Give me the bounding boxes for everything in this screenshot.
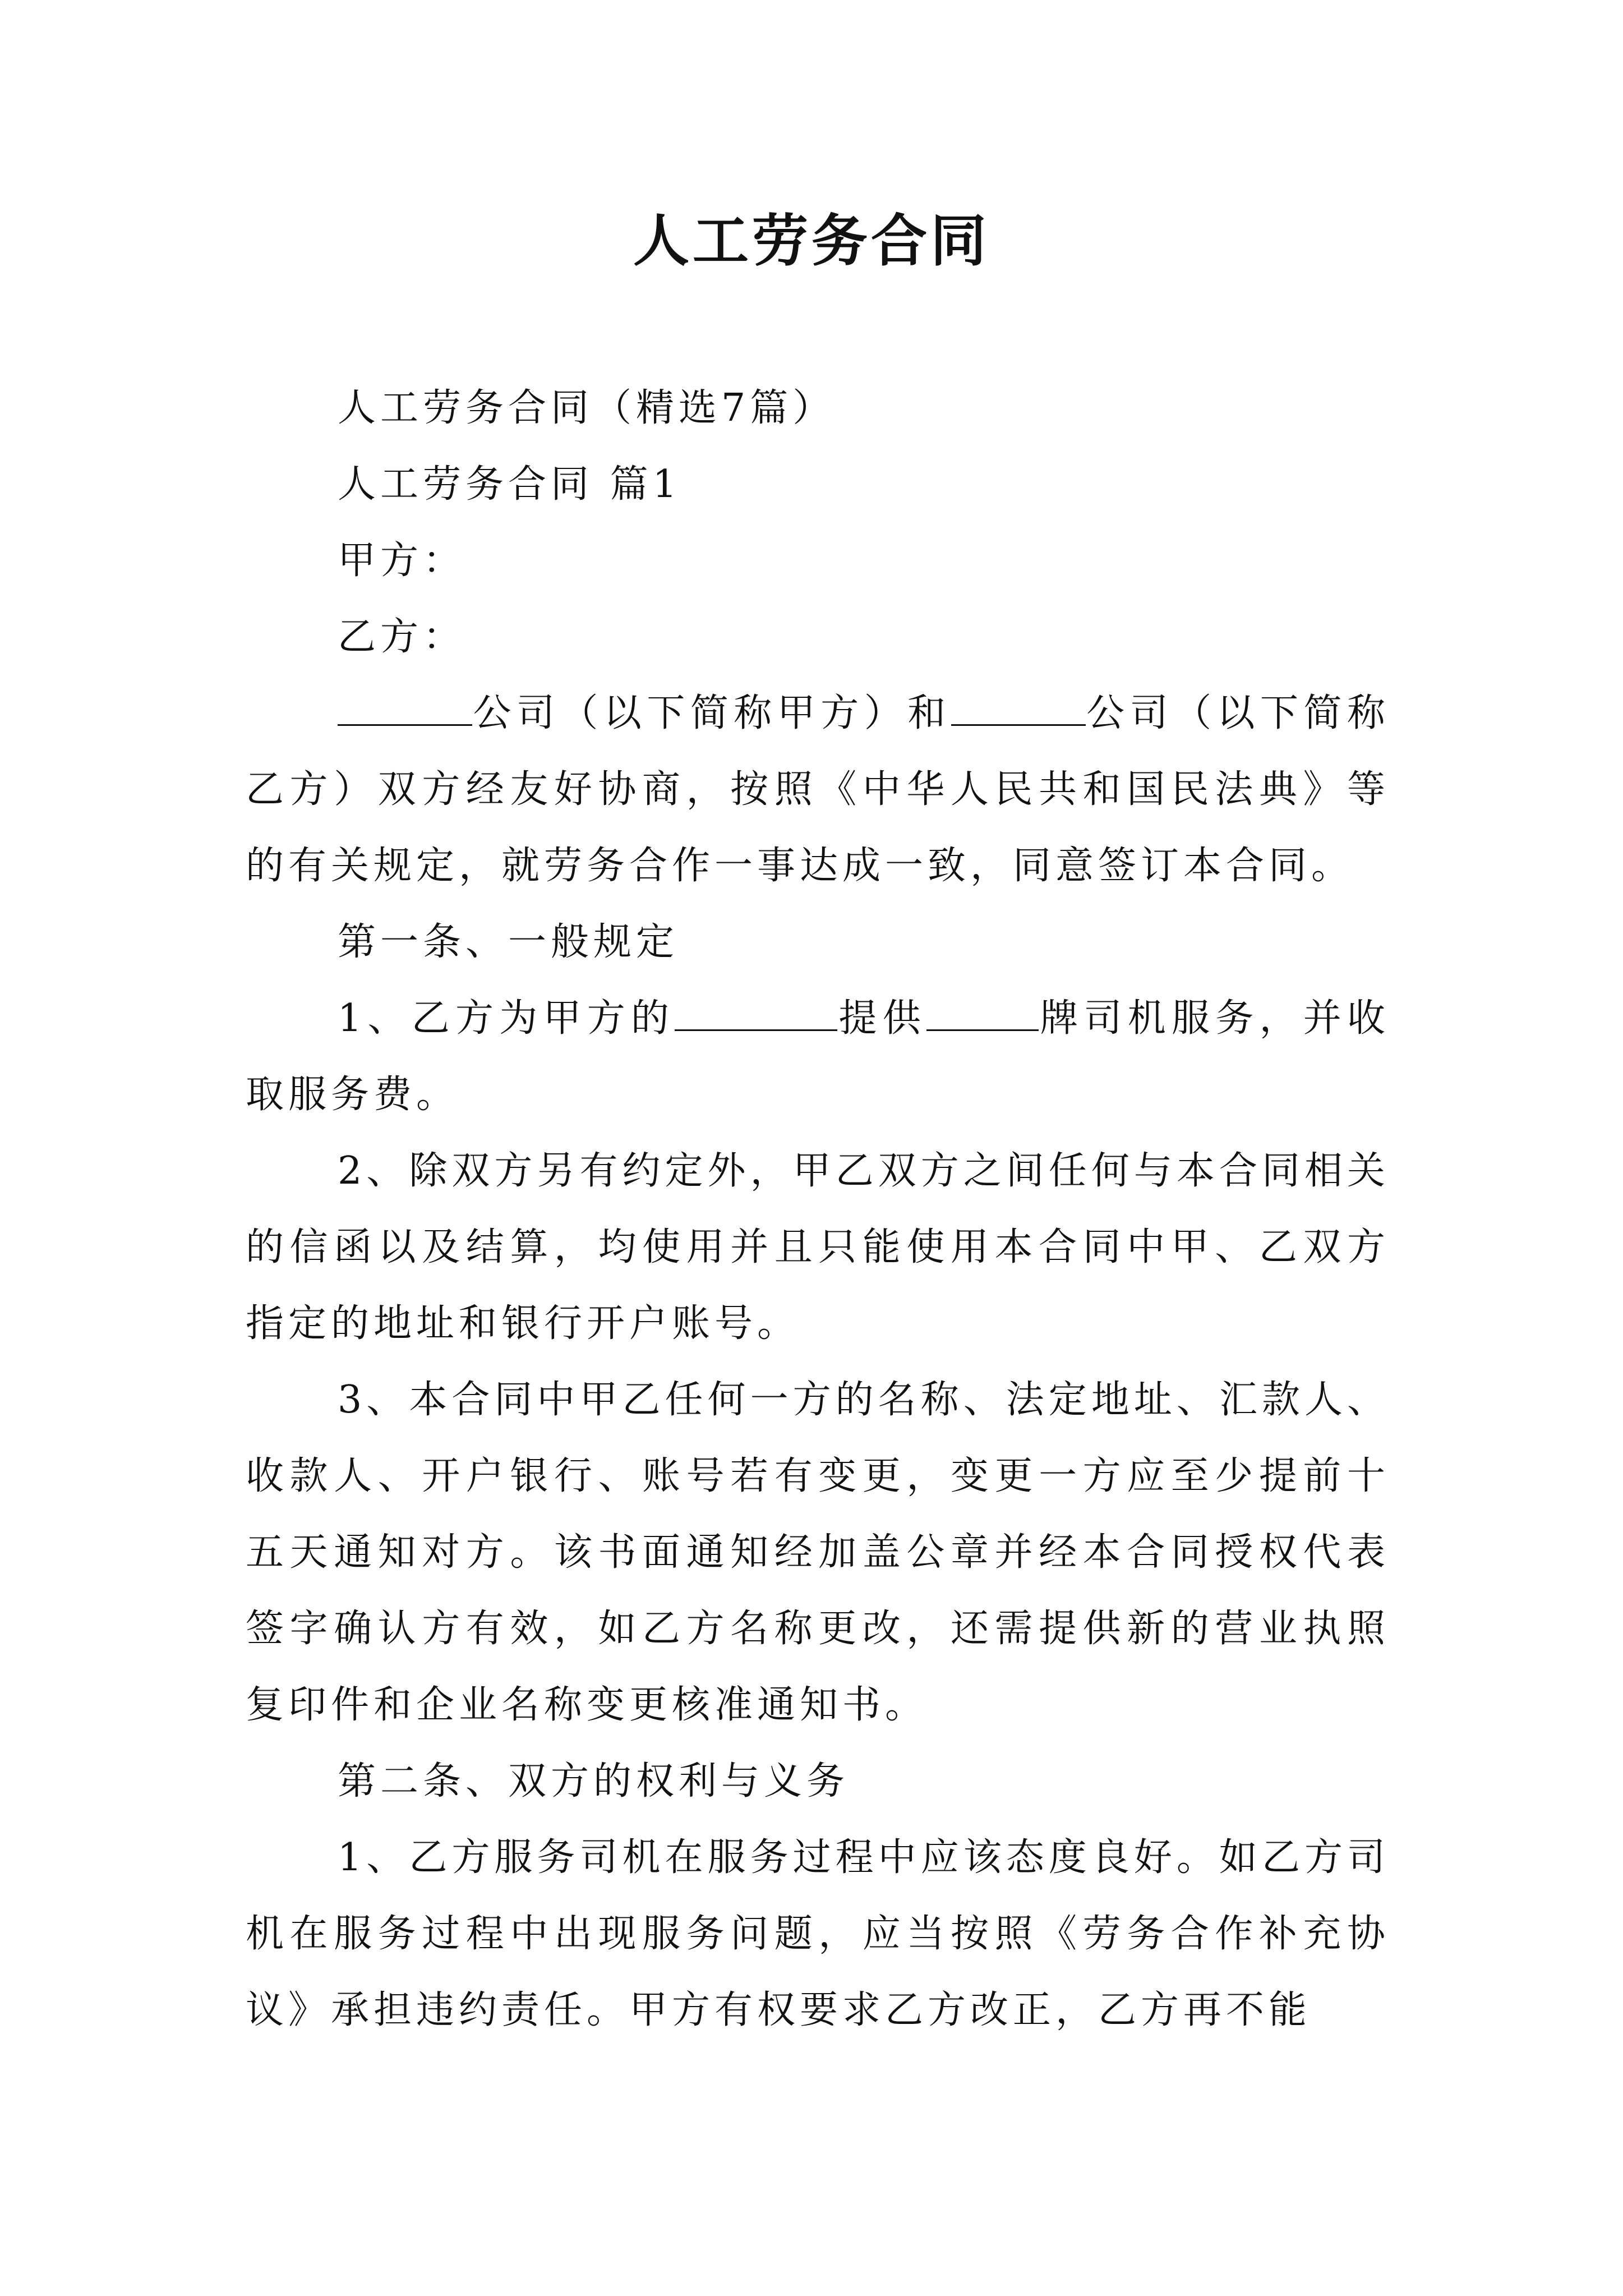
- paragraph-section-heading: 人工劳务合同 篇1: [338, 462, 681, 507]
- document-body: [246, 370, 1390, 2049]
- item-1-part-1: 1、乙方为甲方的: [338, 996, 675, 1041]
- paragraph-article-1-item-3: 3、本合同中甲乙任何一方的名称、法定地址、汇款人、收款人、开户银行、账号若有变更，变更一方应至少提前十五天通知对方。该书面通知经加盖公章并经本合同授权代表签字确认方有效，如乙方名称更改，还需提供新的营业执照复印件和企业名称变更核准通知书。: [246, 1378, 1390, 1727]
- item-1-part-3: 牌司机服务，并收取服务费。: [246, 996, 1390, 1117]
- paragraph-subtitle: 人工劳务合同（精选7篇）: [338, 386, 836, 430]
- paragraph-article-2-item-1: 1、乙方服务司机在服务过程中应该态度良好。如乙方司机在服务过程中出现服务问题，应当按照《劳务合作补充协议》承担违约责任。甲方有权要求乙方改正，乙方再不能: [246, 1835, 1390, 2032]
- item-1-part-2: 提供: [837, 996, 926, 1041]
- document-title: 人工劳务合同: [633, 208, 990, 274]
- blank-line: [675, 996, 837, 1031]
- paragraph-article-1-item-1: [246, 981, 1390, 1133]
- blank-line: [926, 996, 1039, 1031]
- paragraph-article-1-heading: 第一条、一般规定: [338, 920, 679, 964]
- intro-part-2: 公司（以下简称乙方）双方经友好协商，按照《中华人民共和国民法典》等的有关规定，就劳务合作一事达成一致，同意签订本合同。: [246, 691, 1390, 888]
- paragraph-article-2-heading: 第二条、双方的权利与义务: [338, 1759, 850, 1803]
- intro-part-1: 公司（以下简称甲方）和: [472, 691, 951, 735]
- blank-line: [338, 691, 472, 726]
- paragraph-party-b: 乙方：: [338, 615, 466, 659]
- paragraph-article-1-item-2: 2、除双方另有约定外，甲乙双方之间任何与本合同相关的信函以及结算，均使用并且只能使用本合同中甲、乙双方指定的地址和银行开户账号。: [246, 1149, 1390, 1346]
- paragraph-intro: [246, 675, 1390, 904]
- paragraph-party-a: 甲方：: [338, 539, 466, 583]
- blank-line: [951, 691, 1086, 726]
